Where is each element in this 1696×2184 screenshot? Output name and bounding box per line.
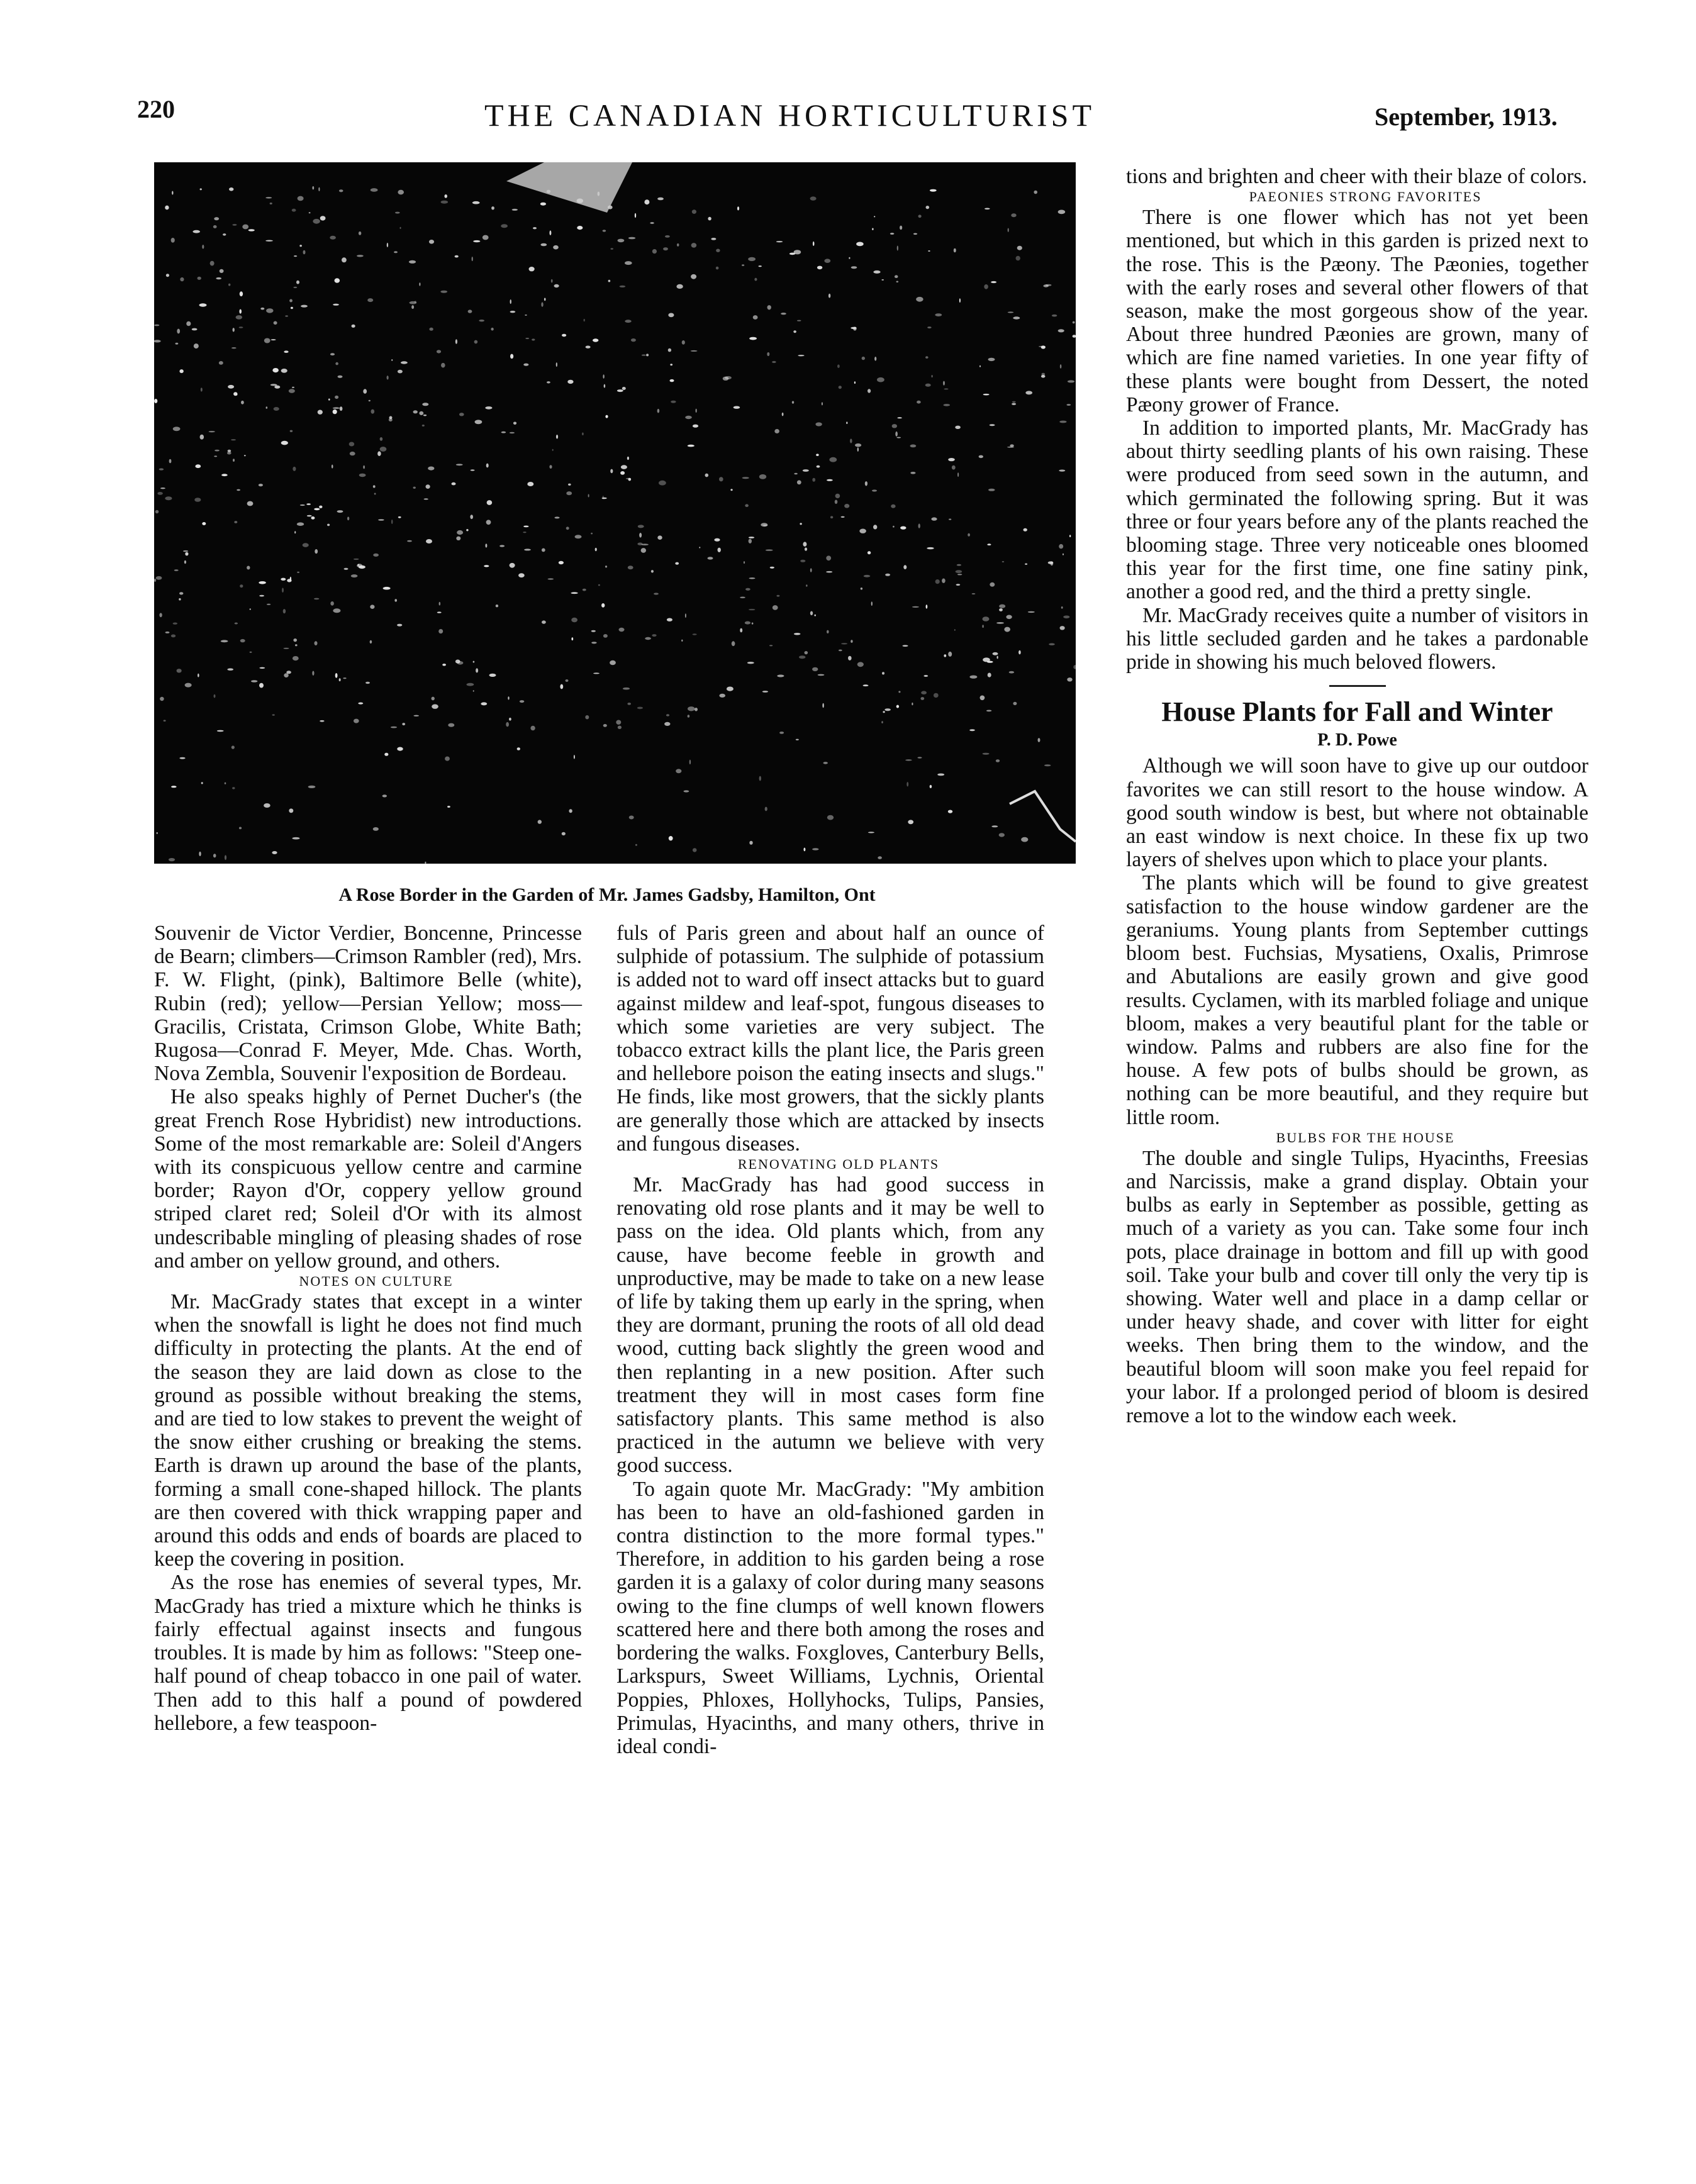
paragraph: fuls of Paris green and about half an ounce of sulphide of potassium. The sulphide of potassium is added not to ward off insect attacks but to guard against mildew and leaf-spot, fungous diseases to which some varieties are very subject. The tobacco extract kills the plant lice, the Paris green and hellebore poison the eating insects and slugs." He finds, like most growers, that the sickly plants are generally those which are attacked by insects and fungous diseases. (616, 922, 1044, 1156)
journal-title: THE CANADIAN HORTICULTURIST (484, 98, 1096, 133)
paragraph: There is one flower which has not yet been mentioned, but which in this garden is prized next to the rose. This is the Pæony. The Pæonies, together with the early roses and several other flowers of that season, make the most gorgeous show of the year. About three hundred Pæonies are grown, many of which are fine named varieties. In one year fifty of these plants were bought from Dessert, the noted Pæony grower of France. (1126, 206, 1588, 416)
paragraph: Mr. MacGrady states that except in a winter when the snowfall is light he does not find much difficulty in protecting the plants. At the end of the season they are laid down as close to the ground as possible without breaking the stems, and are tied to low stakes to prevent the weight of the snow either crushing or breaking the stems. Earth is drawn up around the base of the plants, forming a small cone-shaped hillock. The plants are then covered with thick wrapping paper and around this odds and ends of boards are placed to keep the covering in position. (154, 1290, 582, 1571)
page-number: 220 (137, 95, 175, 123)
paragraph: He also speaks highly of Pernet Ducher's (the great French Rose Hybridist) new introductions. Some of the most remarkable are: Soleil d'Angers with its conspicuous yellow centre and carmine border; Rayon d'Or, coppery yellow ground striped claret red; Soleil d'Or with its almost undescribable mingling of pleasing shades of rose and amber on yellow ground, and others. (154, 1085, 582, 1273)
column-2 (616, 922, 1044, 1758)
subheading: BULBS FOR THE HOUSE (1276, 1129, 1455, 1145)
section-title: House Plants for Fall and Winter (1161, 696, 1553, 728)
figure-caption: A Rose Border in the Garden of Mr. James Gadsby, Hamilton, Ont (338, 884, 876, 905)
subheading: PAEONIES STRONG FAVORITES (1249, 189, 1482, 205)
photo-speckle (154, 162, 1076, 864)
paragraph: tions and brighten and cheer with their blaze of colors. (1126, 165, 1587, 188)
subheading: RENOVATING OLD PLANTS (737, 1156, 940, 1173)
paragraph: In addition to imported plants, Mr. MacGrady has about thirty seedling plants of his own raising. These were produced from seed sown in the autumn, and which germinated the following spring. But it was three or four years before any of the plants reached the blooming stage. Three very noticeable ones bloomed this year for the first time, one fine satiny pink, another a good red, and the third a pretty single. (1126, 416, 1588, 604)
paragraph: Mr. MacGrady receives quite a number of visitors in his little secluded garden and he takes a pardonable pride in showing his much beloved flowers. (1126, 603, 1588, 674)
paragraph: Mr. MacGrady has had good success in renovating old rose plants and it may be well to pass on the idea. Old plants which, from any cause, have become feeble in growth and unproductive, may be made to take on a new lease of life by taking them up early in the spring, when they are dormant, pruning the roots of all old dead wood, cutting back slightly the green wood and then replanting in a new position. After such treatment they will in most cases form fine satisfactory plants. This same method is also practiced in the autumn we believe with very good success. (616, 1173, 1044, 1478)
subheading: NOTES ON CULTURE (299, 1273, 454, 1290)
paragraph: Souvenir de Victor Verdier, Boncenne, Princesse de Bearn; climbers—Crimson Rambler (red), Mrs. F. W. Flight, (pink), Baltimore Belle (white), Rubin (red); yellow—Persian Yellow; moss—Gracilis, Cristata, Crimson Globe, White Bath; Rugosa—Conrad F. Meyer, Mde. Chas. Worth, Nova Zembla, Souvenir l'exposition de Bordeau. (154, 922, 582, 1086)
paragraph: As the rose has enemies of several types, Mr. MacGrady has tried a mixture which he thinks is fairly effectual against insects and fungous troubles. It is made by him as follows: "Steep one-half pound of cheap tobacco in one pail of water. Then add to this half a pound of powdered hellebore, a few teaspoon- (154, 1571, 582, 1735)
author-byline: P. D. Powe (1317, 730, 1397, 750)
paragraph: The plants which will be found to give greatest satisfaction to the house window gardener are the geraniums. Young plants from September cuttings bloom best. Fuchsias, Mysatiens, Oxalis, Primrose and Abutalions are easily grown and give good results. Cyclamen, with its marbled foliage and unique bloom, makes a very beautiful plant for the table or window. Palms and rubbers are also fine for the house. A few pots of bulbs should be grown, as nothing can be more beautiful, and they require but little room. (1126, 871, 1588, 1129)
column-3 (1126, 165, 1588, 1427)
section-divider (1329, 685, 1386, 687)
paragraph: The double and single Tulips, Hyacinths, Freesias and Narcissis, make a grand display. Obtain your bulbs as early in September as possible, getting as much of a variety as you can. Take some four inch pots, place drainage in bottom and fill up with good soil. Take your bulb and cover till only the very tip is showing. Water well and place in a damp cellar or under heavy shade, and cover with litter for eight weeks. Then bring them to the window, and the beautiful bloom will soon make you feel repaid for your labor. If a prolonged period of bloom is desired remove a lot to the window each week. (1126, 1146, 1588, 1427)
column-1 (154, 922, 582, 1735)
rose-border-photograph (154, 162, 1076, 864)
paragraph: To again quote Mr. MacGrady: "My ambition has been to have an old-fashioned garden in contra distinction to the more formal types." Therefore, in addition to his garden being a rose garden it is a galaxy of color during many seasons owing to the fine clumps of well known flowers scattered here and there both among the roses and bordering the walks. Foxgloves, Canterbury Bells, Larkspurs, Sweet Williams, Lychnis, Oriental Poppies, Phloxes, Hollyhocks, Tulips, Pansies, Primulas, Hyacinths, and many others, thrive in ideal condi- (616, 1477, 1044, 1758)
paragraph: Although we will soon have to give up our outdoor favorites we can still resort to the house window. A good south window is best, but where not obtainable an east window is next choice. In these fix up two layers of shelves upon which to place your plants. (1126, 754, 1588, 872)
issue-date: September, 1913. (1375, 103, 1558, 131)
